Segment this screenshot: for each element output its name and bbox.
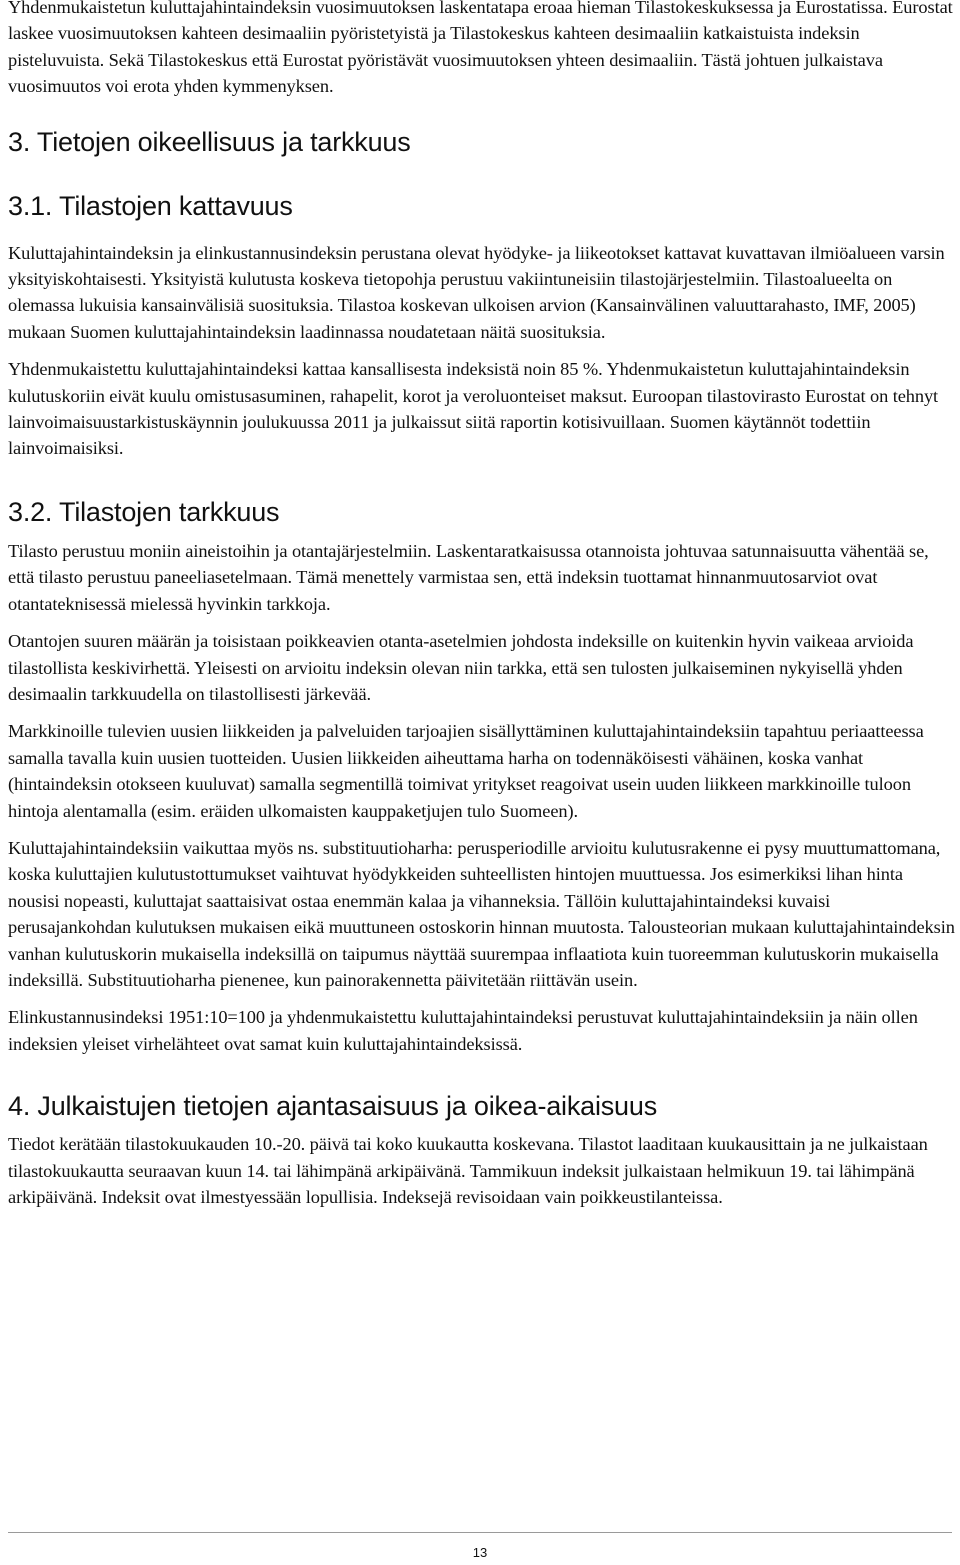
section-3-heading: 3. Tietojen oikeellisuus ja tarkkuus [8,126,411,157]
footer-divider [8,1532,952,1533]
section-3-2-paragraph: Elinkustannusindeksi 1951:10=100 ja yhdenmukaistettu kuluttajahintaindeksi perustuvat kuluttajahintaindeksiin ja näin ollen indeksien yleiset virhelähteet ovat samat kuin kuluttajahintaindeksissä. [8,1007,918,1054]
section-3-1-paragraph: Kuluttajahintaindeksin ja elinkustannusindeksin perustana olevat hyödyke- ja liikeotokset kattavat kuvattavan ilmiöalueen varsin yksityiskohtaisesti. Yksityistä kulutusta koskeva tietopohja perustuu vakiintuneisiin tilastojärjestelmiin. Tilastoalueelta on olemassa lukuisia kansainvälisiä suosituksia. Tilastoa koskevan ulkoisen arvion (Kansainvälinen valuuttarahasto, IMF, 2005) mukaan Suomen kuluttajahintaindeksin laadinnassa noudatetaan näitä suosituksia. [8,242,945,342]
document-page [8,0,956,1221]
section-3-2-heading: 3.2. Tilastojen tarkkuus [8,496,280,527]
section-3-2-paragraph: Kuluttajahintaindeksiin vaikuttaa myös ns. substituutioharha: perusperiodille arvioitu kulutusrakenne ei pysy muuttumattomana, koska kuluttajien kulutustottumukset vaihtuvat hyödykkeiden suhteellisten hintojen muuttuessa. Jos esimerkiksi lihan hinta nousisi nopeasti, kuluttajat saattaisivat ostaa enemmän kalaa ja vihanneksia. Tällöin kuluttajahintaindeksi kuvaisi perusajankohdan kulutuksen mukaisen eikä muuttuneen ostoskorin hinnan muutosta. Talousteorian mukaan kuluttajahintaindeksin vanhan kulutuskorin mukaisella indeksillä on taipumus näyttää suurempaa inflaatiota kuin tuoreemman kulutuskorin mukaisella indeksillä. Substituutioharha pienenee, kun painorakennetta päivitetään riittävän usein. [8,837,955,990]
section-3-1-paragraph: Yhdenmukaistettu kuluttajahintaindeksi kattaa kansallisesta indeksistä noin 85 %. Yhdenmukaistetun kuluttajahintaindeksin kulutuskoriin eivät kuulu omistusasuminen, rahapelit, korot ja veroluonteiset maksut. Euroopan tilastovirasto Eurostat on tehnyt lainvoimaisuustarkistuskäynnin joulukuussa 2011 ja julkaissut siitä raportin kotisivuillaan. Suomen käytännöt todettiin lainvoimaisiksi. [8,359,939,459]
section-3-1-heading: 3.1. Tilastojen kattavuus [8,190,293,221]
section-3-2-paragraph: Tilasto perustuu moniin aineistoihin ja otantajärjestelmiin. Laskentaratkaisussa otannoista johtuvaa satunnaisuutta vähentää se, että tilasto perustuu paneeliasetelmaan. Tämä menettely varmistaa sen, että indeksin tuottamat hinnanmuutosarviot ovat otantateknisessä mielessä hyvinkin tarkkoja. [8,540,929,614]
section-3-2-paragraph: Markkinoille tulevien uusien liikkeiden ja palveluiden tarjoajien sisällyttäminen kuluttajahintaindeksiin tapahtuu periaatteessa samalla tavalla kuin uusien tuotteiden. Uusien liikkeiden aiheuttama harha on todennäköisesti vähäinen, koska vanhat (hintaindeksin otokseen kuuluvat) samalla segmentillä toimivat yritykset reagoivat usein uuden liikkeen markkinoille tuloon hintoja alentamalla (esim. eräiden ulkomaisten kauppaketjujen tulo Suomeen). [8,721,924,821]
page-number: 13 [472,1545,488,1560]
section-4-paragraph: Tiedot kerätään tilastokuukauden 10.-20. päivä tai koko kuukautta koskevana. Tilastot laaditaan kuukausittain ja ne julkaistaan tilastokuukautta seuraavan kuun 14. tai lähimpänä arkipäivänä. Tammikuun indeksit julkaistaan helmikuun 19. tai lähimpänä arkipäivänä. Indeksit ovat ilmestyessään lopullisia. Indeksejä revisoidaan vain poikkeustilanteissa. [8,1134,928,1207]
intro-paragraph: Yhdenmukaistetun kuluttajahintaindeksin vuosimuutoksen laskentatapa eroaa hieman Tilastokeskuksessa ja Eurostatissa. Eurostat laskee vuosimuutoksen kahteen desimaaliin pyöristetyistä ja Tilastokeskus kahteen desimaaliin katkaistuista indeksin pisteluvuista. Sekä Tilastokeskus että Eurostat pyöristävät vuosimuutoksen yhteen desimaaliin. Tästä johtuen julkaistava vuosimuutos voi erota yhden kymmenyksen. [8,0,953,97]
section-4-heading: 4. Julkaistujen tietojen ajantasaisuus ja oikea-aikaisuus [8,1091,657,1122]
section-3-2-paragraph: Otantojen suuren määrän ja toisistaan poikkeavien otanta-asetelmien johdosta indeksille on kuitenkin hyvin vaikeaa arvioida tilastollista keskivirhettä. Yleisesti on arvioitu indeksin olevan niin tarkka, että sen tulosten julkaiseminen nykyisellä yhden desimaalin tarkkuudella on tilastollisesti järkevää. [8,631,914,704]
